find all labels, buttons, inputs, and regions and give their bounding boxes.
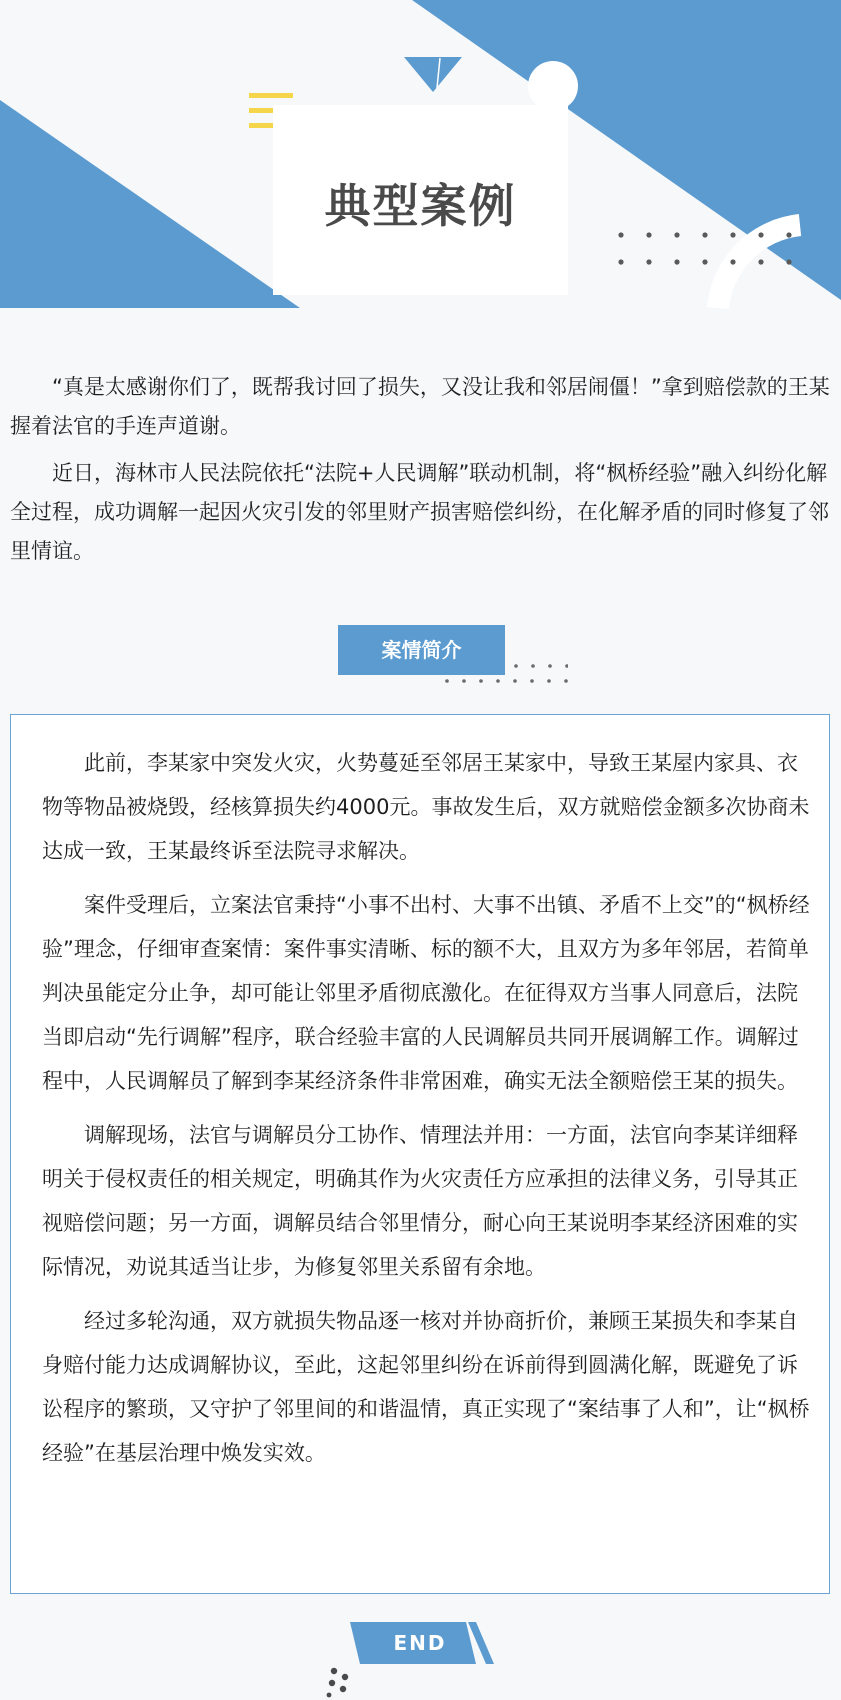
case-paragraph: 经过多轮沟通，双方就损失物品逐一核对并协商折价，兼顾王某损失和李某自身赔付能力达成调解协议，至此，这起邻里纠纷在诉前得到圆满化解，既避免了诉讼程序的繁琐，又守护了邻里间的和谐温情，真正实现了“案结事了人和”，让“枫桥经验”在基层治理中焕发实效。 xyxy=(42,1309,810,1465)
white-circle-decoration xyxy=(528,61,578,111)
section-heading xyxy=(338,625,568,685)
intro-section xyxy=(10,368,836,579)
small-blue-triangle xyxy=(404,57,462,92)
intro-paragraph: “真是太感谢你们了，既帮我讨回了损失，又没让我和邻居闹僵！”拿到赔偿款的王某握着法官的手连声道谢。 xyxy=(10,375,830,438)
yellow-stripe xyxy=(249,93,293,98)
footer-dots-decoration xyxy=(327,1668,349,1698)
case-paragraph: 此前，李某家中突发火灾，火势蔓延至邻居王某家中，导致王某屋内家具、衣物等物品被烧毁，经核算损失约4000元。事故发生后，双方就赔偿金额多次协商未达成一致，王某最终诉至法院寻求解决。 xyxy=(42,751,810,863)
title-card xyxy=(273,105,568,295)
page-title: 典型案例 xyxy=(324,179,517,233)
end-label: END xyxy=(393,1631,447,1655)
footer-end xyxy=(320,1622,520,1700)
case-paragraph: 调解现场，法官与调解员分工协作、情理法并用：一方面，法官向李某详细释明关于侵权责任的相关规定，明确其作为火灾责任方应承担的法律义务，引导其正视赔偿问题；另一方面，调解员结合邻里情分，耐心向王某说明李某经济困难的实际情况，劝说其适当让步，为修复邻里关系留有余地。 xyxy=(42,1123,798,1279)
header-banner xyxy=(0,0,841,310)
section-title: 案情简介 xyxy=(338,625,505,675)
white-arc-decoration xyxy=(718,225,800,308)
intro-paragraph: 近日，海林市人民法院依托“法院+人民调解”联动机制，将“枫桥经验”融入纠纷化解全过程，成功调解一起因火灾引发的邻里财产损害赔偿纠纷，在化解矛盾的同时修复了邻里情谊。 xyxy=(10,461,829,563)
left-blue-triangle xyxy=(0,100,300,308)
case-paragraph: 案件受理后，立案法官秉持“小事不出村、大事不出镇、矛盾不上交”的“枫桥经验”理念，仔细审查案情：案件事实清晰、标的额不大，且双方为多年邻居，若简单判决虽能定分止争，却可能让邻里矛盾彻底激化。在征得双方当事人同意后，法院当即启动“先行调解”程序，联合经验丰富的人民调解员共同开展调解工作。调解过程中，人民调解员了解到李某经济条件非常困难，确实无法全额赔偿王某的损失。 xyxy=(42,893,810,1093)
case-content-box xyxy=(10,714,830,1594)
case-text xyxy=(42,741,814,1485)
